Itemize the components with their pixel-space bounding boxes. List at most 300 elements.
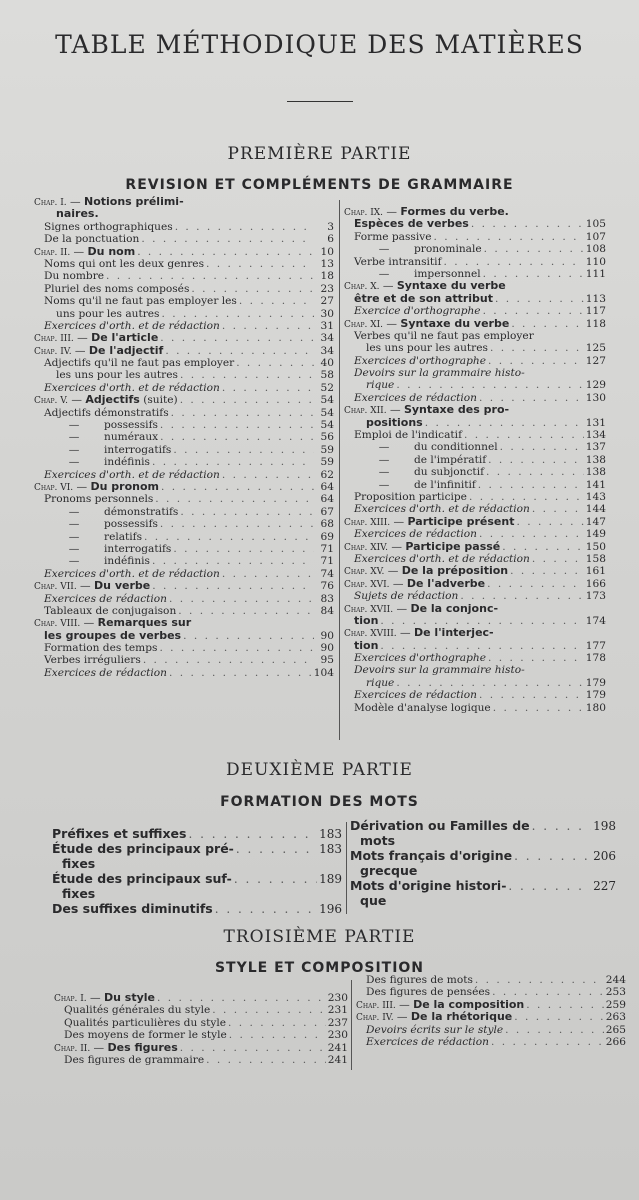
toc-entry-text — [360, 893, 386, 908]
toc-entry — [34, 456, 334, 468]
toc-entry-text — [62, 856, 95, 871]
dot-leader — [488, 355, 584, 367]
page-number: 138 — [585, 466, 606, 479]
column-divider — [346, 822, 347, 914]
toc-entry — [344, 392, 606, 404]
page-number: 179 — [585, 676, 606, 689]
toc-entry-text — [44, 407, 169, 419]
dot-leader — [380, 640, 583, 652]
dot-leader — [206, 258, 314, 270]
toc-entry-text — [44, 555, 150, 567]
dot-leader — [144, 531, 314, 543]
entry-title: Des suffixes diminutifs — [52, 901, 213, 916]
toc-entry — [344, 454, 606, 466]
toc-entry — [344, 640, 606, 652]
entry-label: Des moyens de former le style — [64, 1029, 227, 1042]
toc-entry-text — [366, 1036, 489, 1048]
toc-entry-text — [44, 543, 171, 555]
page-number: 105 — [585, 218, 606, 231]
ditto-dash: — — [68, 431, 80, 444]
entry-label: Verbes irréguliers — [44, 654, 141, 667]
toc-entry — [356, 999, 626, 1011]
page-number: 62 — [320, 468, 334, 481]
toc-entry — [344, 429, 606, 441]
toc-entry — [34, 667, 334, 679]
toc-entry — [34, 481, 334, 493]
entry-title: être et de son attribut — [354, 292, 494, 305]
entry-title: Étude des principaux pré- — [52, 841, 234, 856]
toc-entry-text — [64, 1029, 227, 1041]
toc-entry — [344, 342, 606, 354]
toc-entry — [34, 543, 334, 555]
entry-label: Devoirs écrits sur le style — [366, 1023, 504, 1036]
ditto-dash: — — [68, 419, 80, 432]
dot-leader — [180, 1042, 326, 1054]
chapter-number: Chap. XVII. — [344, 604, 394, 615]
toc-entry-text — [354, 256, 442, 268]
page-number: 108 — [585, 243, 606, 256]
toc-entry — [344, 528, 606, 540]
entry-label: Signes orthographiques — [44, 220, 173, 233]
page-number: 58 — [320, 369, 334, 382]
dot-leader — [471, 218, 584, 230]
toc-entry — [34, 642, 334, 654]
dot-leader — [159, 642, 314, 654]
toc-entry — [344, 355, 606, 367]
entry-label: Pluriel des noms composés — [44, 282, 190, 295]
entry-label: Exercices d'orth. et de rédaction — [44, 567, 220, 580]
entry-label: Modèle d'analyse logique — [354, 701, 491, 714]
entry-label: Noms qui ont les deux genres — [44, 257, 205, 270]
dot-leader — [222, 568, 314, 580]
toc-entry — [54, 1017, 348, 1029]
chapter-number: Chap. II. — [34, 247, 71, 258]
toc-entry-text — [52, 841, 234, 856]
document-title: TABLE MÉTHODIQUE DES MATIÈRES — [55, 30, 584, 59]
chapter-title: Adjectifs — [85, 394, 140, 407]
toc-entry — [54, 992, 348, 1004]
chapter-number: Chap. VIII. — [34, 619, 81, 630]
toc-entry — [34, 654, 334, 666]
entry-title: que — [360, 893, 387, 908]
dot-leader — [492, 986, 604, 998]
entry-label: Tableaux de conjugaison — [44, 604, 177, 617]
dot-leader — [488, 652, 584, 664]
entry-label: Verbes qu'il ne faut pas employer — [354, 329, 534, 342]
toc-entry — [34, 369, 334, 381]
page-number: 183 — [319, 827, 342, 841]
dot-leader — [234, 872, 317, 886]
dot-leader — [500, 441, 584, 453]
entry-title: tion — [354, 639, 379, 652]
dot-leader — [161, 481, 314, 493]
ditto-dash: — — [378, 267, 390, 280]
page-number: 31 — [320, 319, 334, 332]
page-number: 259 — [605, 998, 626, 1011]
toc-entry-text — [44, 419, 158, 431]
toc-entry — [34, 258, 334, 270]
entry-title: tion — [354, 614, 379, 627]
toc-entry-text — [354, 454, 486, 466]
toc-entry — [350, 818, 616, 833]
toc-entry — [52, 826, 342, 841]
page-number: 59 — [320, 456, 334, 469]
toc-entry-text: Chap. XV. — De la préposition — [344, 565, 509, 578]
chapter-title: Syntaxe du verbe — [396, 280, 506, 293]
part1-title: PREMIÈRE PARTIE — [227, 144, 412, 164]
page-number: 166 — [585, 577, 606, 590]
page-number: 71 — [320, 542, 334, 555]
toc-entry — [34, 345, 334, 357]
toc-entry-text: Chap. XI. — Syntaxe du verbe — [344, 317, 510, 330]
part3-right-column — [356, 974, 626, 1048]
toc-entry-text — [354, 553, 530, 565]
toc-entry — [344, 702, 606, 714]
dot-leader — [173, 444, 314, 456]
page-number: 83 — [320, 592, 334, 605]
page-number: 241 — [327, 1053, 348, 1066]
dot-leader — [396, 379, 583, 391]
entry-label: Verbe intransitif — [354, 255, 442, 268]
dot-leader — [183, 630, 314, 642]
chapter-number: Chap. XVI. — [344, 579, 390, 590]
page-number: 253 — [605, 986, 626, 999]
chapter-number: Chap. XIV. — [344, 542, 388, 553]
entry-label: Des figures de pensées — [366, 986, 491, 999]
chapter-title: De la préposition — [401, 565, 509, 578]
toc-entry-text: Chap. II. — Du nom — [34, 245, 136, 258]
toc-entry — [34, 506, 334, 518]
toc-entry — [356, 1024, 626, 1036]
ditto-dash: — — [68, 518, 80, 531]
page-number: 230 — [327, 992, 348, 1004]
part1-left-column — [34, 196, 334, 679]
page-number: 237 — [327, 1016, 348, 1029]
toc-entry-text — [354, 689, 477, 701]
page-number: 110 — [585, 255, 606, 268]
chapter-title: De l'article — [91, 332, 159, 345]
dot-leader — [483, 305, 584, 317]
entry-label: De la ponctuation — [44, 233, 140, 246]
toc-entry-text — [354, 503, 530, 515]
page-number: 206 — [593, 849, 616, 863]
toc-entry-text — [354, 330, 534, 342]
column-divider — [351, 980, 352, 1070]
page-number: 183 — [319, 842, 342, 856]
dot-leader — [160, 431, 314, 443]
toc-entry-text: Chap. XII. — Syntaxe des pro- — [344, 404, 510, 417]
toc-entry — [344, 293, 606, 305]
dot-leader — [160, 518, 314, 530]
dot-leader — [160, 419, 314, 431]
toc-entry — [34, 295, 334, 307]
toc-entry-text: Chap. IV. — De l'adjectif — [34, 344, 164, 357]
entry-label: Des figures de grammaire — [64, 1053, 205, 1066]
toc-entry — [34, 630, 334, 642]
entry-label: Des figures de mots — [366, 974, 473, 986]
toc-entry-text: Chap. XIV. — Participe passé — [344, 540, 501, 553]
toc-entry — [34, 308, 334, 320]
entry-title: Mots d'origine histori- — [350, 878, 507, 893]
chapter-title: Du verbe — [94, 580, 151, 593]
dot-leader — [222, 469, 314, 481]
chapter-number: Chap. II. — [54, 1043, 91, 1054]
toc-entry-text — [44, 593, 167, 605]
entry-label: Exercices de rédaction — [44, 592, 167, 605]
toc-entry — [34, 518, 334, 530]
page-number: 71 — [320, 555, 334, 568]
entry-label: Qualités particulières du style — [64, 1016, 226, 1029]
toc-entry — [52, 901, 342, 916]
dot-leader — [239, 295, 314, 307]
chapter-note: (suite) — [143, 394, 178, 407]
toc-entry — [52, 871, 342, 886]
toc-entry-text — [366, 1024, 503, 1036]
entry-label: de l'impératif — [414, 453, 487, 466]
toc-entry — [344, 379, 606, 391]
page-number: 174 — [585, 614, 606, 627]
entry-label: Du nombre — [44, 270, 105, 283]
toc-entry-text: Chap. XIII. — Participe présent — [344, 515, 515, 528]
entry-label: Noms qu'il ne faut pas employer les — [44, 295, 237, 308]
toc-entry — [356, 1036, 626, 1048]
toc-entry — [34, 270, 334, 282]
toc-entry — [344, 565, 606, 577]
dot-leader — [532, 553, 584, 565]
toc-entry — [34, 431, 334, 443]
entry-label: Exercices d'orth. et de rédaction — [44, 319, 220, 332]
toc-entry-text: Chap. III. — De la composition — [356, 998, 525, 1011]
dot-leader — [222, 320, 314, 332]
toc-entry — [34, 469, 334, 481]
chapter-title: De la conjonc- — [410, 602, 499, 615]
part3-title: TROISIÈME PARTIE — [223, 927, 416, 947]
dot-leader — [157, 992, 326, 1004]
page-number: 74 — [320, 567, 334, 580]
ditto-dash: — — [68, 443, 80, 456]
entry-label: relatifs — [104, 530, 143, 543]
entry-label: Devoirs sur la grammaire histo- — [354, 367, 525, 380]
ditto-dash: — — [378, 243, 390, 256]
chapter-number: Chap. VII. — [34, 582, 77, 593]
dot-leader — [175, 221, 314, 233]
toc-entry-text — [44, 295, 237, 307]
dot-leader — [152, 580, 314, 592]
dot-leader — [173, 543, 314, 555]
entry-label: Qualités générales du style — [64, 1004, 211, 1017]
dot-leader — [505, 1024, 604, 1036]
toc-entry-text — [354, 528, 477, 540]
toc-entry-text — [44, 357, 234, 369]
toc-entry — [344, 243, 606, 255]
toc-entry — [344, 652, 606, 664]
toc-entry-text — [64, 1017, 226, 1029]
toc-entry-text: Chap. VI. — Du pronom — [34, 480, 159, 493]
chapter-title: Syntaxe des pro- — [403, 404, 510, 417]
dot-leader — [487, 578, 584, 590]
part2-subtitle: FORMATION DES MOTS — [220, 794, 419, 810]
chapter-number: Chap. XII. — [344, 406, 387, 417]
dot-leader — [486, 466, 584, 478]
toc-entry — [344, 417, 606, 429]
toc-entry-text — [44, 283, 189, 295]
chapter-number: Chap. I. — [54, 994, 87, 1004]
entry-title: fixes — [62, 856, 96, 871]
toc-entry — [344, 603, 606, 615]
toc-entry-text: Chap. VII. — Du verbe — [34, 580, 151, 593]
toc-entry — [344, 206, 606, 218]
dot-leader — [514, 1011, 604, 1023]
page-number: 69 — [320, 530, 334, 543]
dot-leader — [479, 528, 584, 540]
toc-entry — [34, 233, 334, 245]
chapter-title: Participe présent — [407, 515, 515, 528]
page-number: 161 — [585, 565, 606, 578]
page-number: 231 — [327, 1004, 348, 1017]
page-number: 265 — [605, 1023, 626, 1036]
toc-entry-text — [44, 568, 220, 580]
chapter-title: De la composition — [413, 998, 525, 1011]
toc-entry — [52, 841, 342, 856]
toc-entry-text — [354, 218, 469, 230]
toc-entry-text — [44, 233, 139, 245]
entry-title: grecque — [360, 863, 418, 878]
entry-label: rique — [366, 676, 395, 689]
toc-entry-text — [44, 605, 176, 617]
dot-leader — [479, 392, 584, 404]
toc-entry — [34, 444, 334, 456]
dot-leader — [180, 394, 314, 406]
toc-entry — [34, 493, 334, 505]
page-number: 40 — [320, 357, 334, 370]
toc-entry-text: Chap. III. — De l'article — [34, 332, 159, 345]
page-number: 13 — [320, 257, 334, 270]
page-number: 125 — [585, 342, 606, 355]
toc-entry-text — [64, 1054, 204, 1066]
toc-entry-text: Chap. IX. — Formes du verbe. — [344, 206, 509, 218]
toc-entry-text — [354, 231, 432, 243]
dot-leader — [106, 270, 314, 282]
toc-entry-text — [64, 1004, 210, 1016]
page-number: 84 — [320, 604, 334, 617]
chapter-title: Du style — [103, 992, 155, 1004]
toc-entry-text — [44, 382, 220, 394]
toc-entry-text — [44, 320, 220, 332]
toc-entry-text — [52, 871, 232, 886]
dot-leader — [483, 268, 584, 280]
page-number: 64 — [320, 480, 334, 493]
dot-leader — [532, 819, 591, 833]
dot-leader — [171, 407, 314, 419]
toc-entry — [344, 280, 606, 292]
page-number: 107 — [585, 230, 606, 243]
dot-leader — [229, 1029, 326, 1041]
entry-label: du conditionnel — [414, 441, 498, 454]
dot-leader — [469, 491, 584, 503]
toc-entry — [344, 256, 606, 268]
toc-entry-text — [44, 469, 220, 481]
entry-label: Emploi de l'indicatif — [354, 429, 462, 442]
entry-title: fixes — [62, 886, 96, 901]
part1-right-column — [344, 206, 606, 714]
entry-label: Exercices de rédaction — [354, 528, 477, 541]
entry-label: possessifs — [104, 419, 158, 432]
ditto-dash: — — [378, 466, 390, 479]
toc-entry-text — [350, 878, 506, 893]
toc-entry — [54, 1029, 348, 1041]
page-number: 179 — [585, 689, 606, 702]
entry-label: Devoirs sur la grammaire histo- — [354, 664, 525, 677]
toc-entry-text — [354, 305, 481, 317]
toc-entry-text — [44, 493, 153, 505]
dot-leader — [464, 429, 584, 441]
toc-entry-text — [354, 640, 378, 652]
toc-entry — [34, 605, 334, 617]
toc-entry-text — [44, 667, 167, 679]
entry-label: Proposition participe — [354, 490, 467, 503]
ditto-dash: — — [68, 530, 80, 543]
toc-entry — [34, 531, 334, 543]
toc-entry — [344, 541, 606, 553]
entry-label: rique — [366, 379, 395, 392]
dot-leader — [236, 357, 314, 369]
toc-entry-text — [366, 417, 423, 429]
entry-title: les groupes de verbes — [44, 629, 182, 642]
page-number: 68 — [320, 518, 334, 531]
toc-entry — [344, 305, 606, 317]
chapter-number: Chap. X. — [344, 282, 380, 293]
page-number: 67 — [320, 505, 334, 518]
toc-entry-text — [62, 886, 95, 901]
ditto-dash: — — [68, 456, 80, 469]
chapter-title: Remarques sur — [97, 617, 192, 630]
entry-title: Espèces de verbes — [354, 218, 469, 231]
toc-entry-text — [354, 615, 378, 627]
chapter-title: Notions prélimi- — [83, 196, 184, 208]
toc-entry — [350, 848, 616, 863]
dot-leader — [508, 879, 591, 893]
part1-subtitle: REVISION ET COMPLÉMENTS DE GRAMMAIRE — [125, 177, 514, 193]
page-number: 90 — [320, 642, 334, 655]
dot-leader — [380, 615, 583, 627]
entry-label: les uns pour les autres — [366, 342, 488, 355]
toc-entry-text — [354, 268, 481, 280]
page-number: 54 — [320, 394, 334, 407]
entry-label: numéraux — [104, 431, 159, 444]
toc-entry-text: Chap. I. — Notions prélimi- — [34, 196, 184, 208]
toc-entry — [54, 1054, 348, 1066]
toc-entry — [54, 1042, 348, 1054]
dot-leader — [169, 593, 314, 605]
toc-entry — [350, 878, 616, 893]
toc-entry — [344, 404, 606, 416]
entry-label: Exercices de rédaction — [366, 1035, 489, 1048]
chapter-number: Chap. III. — [356, 1000, 396, 1011]
toc-entry-text — [366, 986, 490, 998]
toc-entry — [34, 555, 334, 567]
ditto-dash: — — [68, 542, 80, 555]
toc-entry — [344, 553, 606, 565]
title-rule — [287, 101, 353, 102]
toc-entry-text: Chap. IV. — De la rhétorique — [356, 1011, 513, 1024]
toc-entry — [344, 441, 606, 453]
entry-label: uns pour les autres — [56, 307, 160, 320]
toc-entry — [356, 986, 626, 998]
entry-label: Exercices de rédaction — [44, 666, 167, 679]
chapter-number: Chap. XV. — [344, 567, 385, 578]
page-number: 263 — [605, 1011, 626, 1024]
toc-entry-text — [354, 367, 525, 379]
